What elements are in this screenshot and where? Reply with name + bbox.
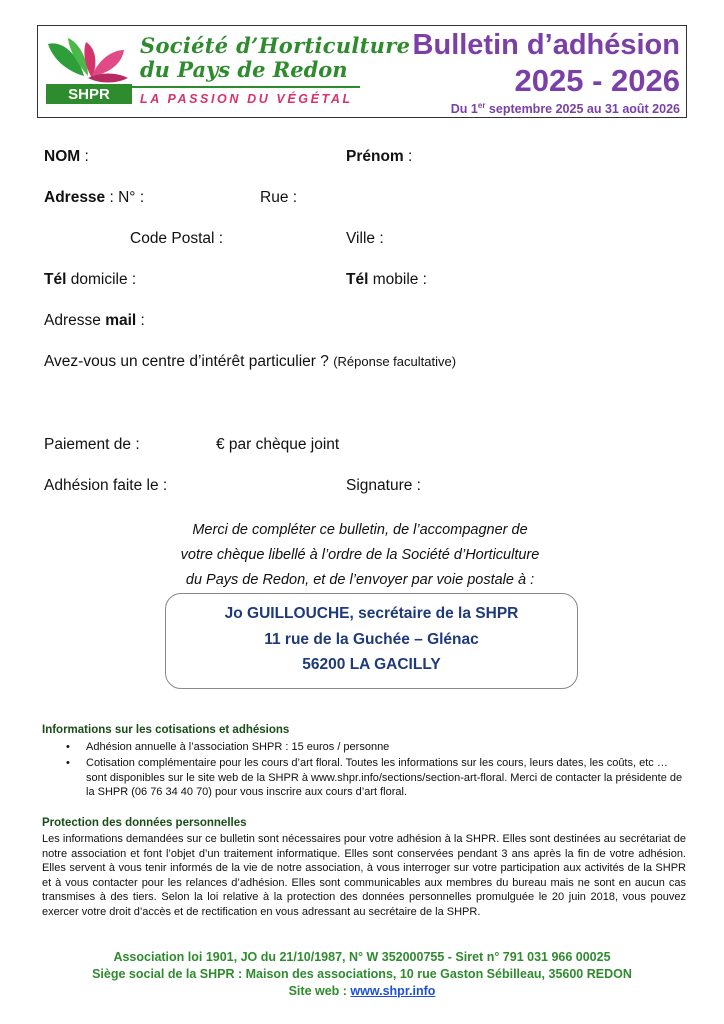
address-line1: Jo GUILLOUCHE, secrétaire de la SHPR bbox=[224, 605, 519, 622]
instructions-message bbox=[150, 518, 570, 593]
footer-address: Siège social de la SHPR : Maison des associations, 10 rue Gaston Sébilleau, 35600 REDON bbox=[92, 967, 632, 981]
field-signature[interactable]: Signature : bbox=[346, 477, 421, 494]
shpr-logo bbox=[42, 32, 134, 106]
field-interet[interactable]: Avez-vous un centre d’intérêt particulier ? (Réponse facultative) bbox=[44, 353, 457, 370]
field-tel-mobile[interactable]: Tél mobile : bbox=[346, 271, 427, 288]
field-code-postal[interactable]: Code Postal : bbox=[130, 230, 224, 247]
footer-legal: Association loi 1901, JO du 21/10/1987, N° W 352000755 - Siret n° 791 031 966 00025 bbox=[113, 950, 611, 964]
message-line: Merci de compléter ce bulletin, de l’accompagner de bbox=[192, 522, 528, 538]
org-tagline: LA PASSION DU VÉGÉTAL bbox=[140, 92, 353, 106]
bullet-icon: • bbox=[66, 757, 70, 769]
bulletin-period: Du 1er septembre 2025 au 31 août 2026 bbox=[450, 101, 680, 117]
footer-site: Site web : www.shpr.info bbox=[288, 984, 436, 998]
field-ville[interactable]: Ville : bbox=[346, 230, 384, 247]
svg-text:SHPR: SHPR bbox=[68, 86, 110, 103]
org-name-line2: du Pays de Redon bbox=[140, 57, 348, 82]
org-divider bbox=[128, 86, 360, 88]
bullet-icon: • bbox=[66, 741, 70, 753]
cotisations-title: Informations sur les cotisations et adhésions bbox=[42, 724, 290, 736]
bulletin-years: 2025 - 2026 bbox=[514, 63, 680, 98]
field-paiement[interactable]: Paiement de : bbox=[44, 436, 140, 453]
bulletin-title: Bulletin d’adhésion bbox=[412, 29, 680, 61]
paiement-suffix: € par chèque joint bbox=[216, 436, 340, 453]
cotisation-item: • Adhésion annuelle à l’association SHPR : 15 euros / personne bbox=[66, 741, 390, 753]
privacy-text: Les informations demandées sur ce bulletin sont nécessaires pour votre adhésion à la SHPR. Elles sont destinées au secrétariat de notre association et font l’objet d’un traitement informatique. Elles sont conservées pendant 3 ans après la fin de votre adhésion. Elles servent à vous tenir informés de la vie de notre association, à vous interroger sur votre participation aux activités de la SHPR et à vous contacter pour les relances d’adhésion. Elles sont communicables aux membres du bureau mais ne sont en aucun cas transmises à des tiers. Selon la loi relative à la protection des données personnelles promulguée le 20 juin 2018, vous pouvez exercer votre droit d’accès et de rectification en vous adressant au secrétaire de la SHPR. bbox=[42, 833, 686, 918]
flower-logo-icon bbox=[42, 32, 134, 106]
org-name-line1: Société d’Horticulture bbox=[140, 33, 411, 58]
field-adhesion-date[interactable]: Adhésion faite le : bbox=[44, 477, 168, 494]
interet-note: (Réponse facultative) bbox=[333, 354, 457, 369]
message-line: votre chèque libellé à l’ordre de la Société d’Horticulture bbox=[180, 547, 540, 563]
address-line3: 56200 LA GACILLY bbox=[302, 656, 441, 673]
field-nom[interactable]: NOM : bbox=[44, 148, 89, 165]
message-line: du Pays de Redon, et de l’envoyer par voie postale à : bbox=[185, 572, 535, 588]
field-adresse[interactable]: Adresse : N° : bbox=[44, 189, 145, 206]
field-email[interactable]: Adresse mail : bbox=[44, 312, 145, 329]
address-line2: 11 rue de la Guchée – Glénac bbox=[264, 631, 479, 648]
field-rue[interactable]: Rue : bbox=[260, 189, 298, 206]
privacy-title: Protection des données personnelles bbox=[42, 817, 247, 829]
footer-site-link[interactable]: www.shpr.info bbox=[350, 984, 436, 998]
cotisation-item: • Cotisation complémentaire pour les cours d’art floral. Toutes les informations sur les cours, leurs dates, les coûts, etc … sont disponibles sur le site web de la SHPR à www.shpr.info/sections/section-art-floral. Merci de contacter la présidente de la SHPR (06 76 34 40 70) pour vous inscrire aux cours d’art floral. bbox=[66, 757, 683, 798]
field-prenom[interactable]: Prénom : bbox=[346, 148, 413, 165]
field-tel-domicile[interactable]: Tél domicile : bbox=[44, 271, 137, 288]
